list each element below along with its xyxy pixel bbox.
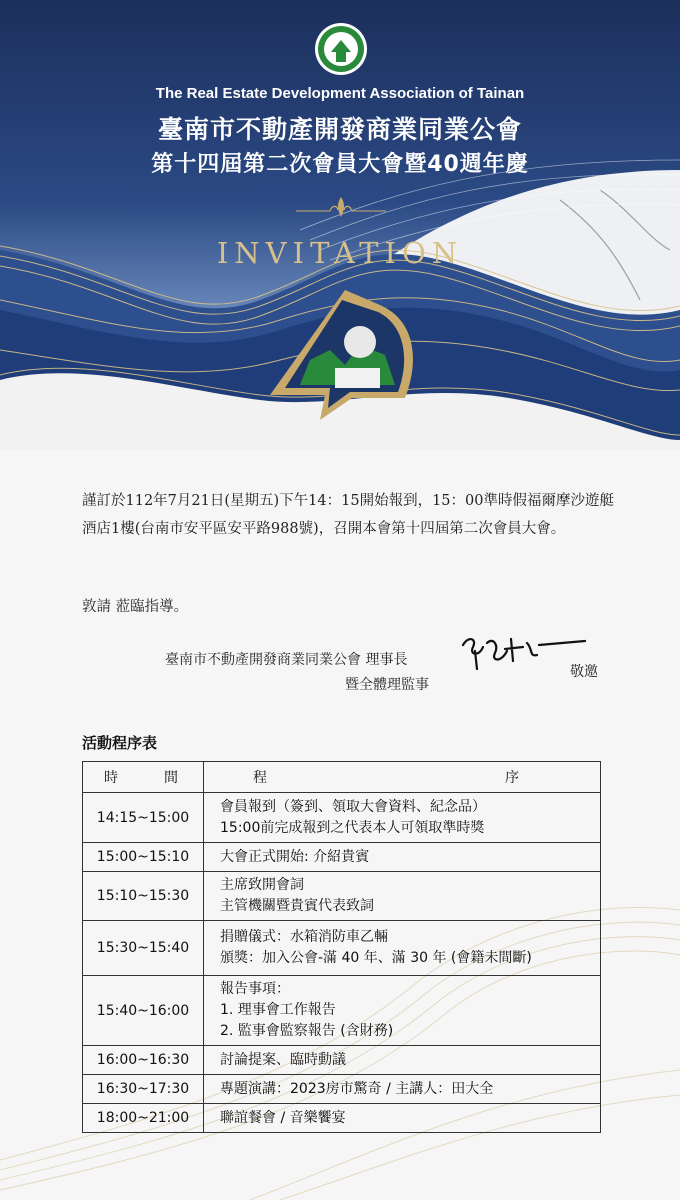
schedule-program <box>204 921 601 976</box>
schedule-header-row <box>83 762 601 793</box>
schedule-program <box>204 872 601 921</box>
schedule-program-line: 2. 監事會監察報告 (含財務) <box>220 1023 394 1039</box>
schedule-row <box>83 793 601 843</box>
schedule-row <box>83 976 601 1046</box>
schedule-row <box>83 1075 601 1104</box>
event-title: 第十四屆第二次會員大會暨40週年慶 <box>151 152 529 177</box>
org-name-zh: 臺南市不動產開發商業同業公會 <box>157 115 522 144</box>
schedule-table <box>82 761 601 1133</box>
schedule-program <box>204 1104 601 1133</box>
signatory-org: 臺南市不動產開發商業同業公會 理事長 <box>165 652 408 668</box>
schedule-program <box>204 843 601 872</box>
gold-ornament-icon <box>296 195 386 221</box>
schedule-program <box>204 976 601 1046</box>
program-header-char-1: 程 <box>253 770 267 786</box>
schedule-time: 15:10~15:30 <box>83 872 204 921</box>
schedule-rows <box>83 793 601 1133</box>
schedule-program-line: 專題演講：2023房市驚奇 / 主講人：田大全 <box>220 1080 494 1097</box>
schedule-program-line: 報告事項： <box>220 981 290 997</box>
schedule-program <box>204 793 601 843</box>
schedule-program-line: 主管機關暨貴賓代表致詞 <box>220 898 374 914</box>
program-column-header <box>204 762 601 793</box>
time-header-char-2: 間 <box>164 770 178 786</box>
hero-banner <box>0 0 680 450</box>
association-logo <box>314 22 368 76</box>
schedule-time: 15:00~15:10 <box>83 843 204 872</box>
schedule-row <box>83 843 601 872</box>
invitation-heading: INVITATION <box>216 236 464 270</box>
schedule-program-line: 主席致開會詞 <box>220 877 304 893</box>
schedule-program-line: 15:00前完成報到之代表本人可領取準時獎 <box>220 819 485 836</box>
schedule-program-line: 捐贈儀式：水箱消防車乙輛 <box>220 929 388 945</box>
schedule-time: 15:30~15:40 <box>83 921 204 976</box>
schedule-program <box>204 1046 601 1075</box>
org-name-en: The Real Estate Development Association of Tainan <box>155 85 525 102</box>
schedule-row <box>83 921 601 976</box>
invite-closing: 敬邀 <box>570 664 598 680</box>
invitation-body: 謹訂於112年7月21日(星期五)下午14：15開始報到，15：00準時假福爾摩沙遊艇酒店1樓(台南市安平區安平路988號)，召開本會第十四屆第二次會員大會。 <box>82 493 614 537</box>
schedule-program <box>204 1075 601 1104</box>
schedule-program-line: 1. 理事會工作報告 <box>220 1002 336 1018</box>
schedule-program-line: 會員報到（簽到、領取大會資料、紀念品） <box>220 798 486 815</box>
schedule-time: 18:00~21:00 <box>83 1104 204 1133</box>
schedule-program-line: 頒獎：加入公會-滿 40 年、滿 30 年 (會籍未間斷) <box>220 950 532 966</box>
schedule-row <box>83 1046 601 1075</box>
schedule-row <box>83 1104 601 1133</box>
schedule-program-line: 聯誼餐會 / 音樂饗宴 <box>220 1109 346 1126</box>
handwritten-signature <box>455 625 590 675</box>
time-header-char-1: 時 <box>104 770 118 786</box>
schedule-title: 活動程序表 <box>82 734 158 752</box>
schedule-time: 14:15~15:00 <box>83 793 204 843</box>
schedule-time: 16:30~17:30 <box>83 1075 204 1104</box>
schedule-program-line: 大會正式開始: 介紹貴賓 <box>220 848 370 865</box>
schedule-program-line: 討論提案、臨時動議 <box>220 1051 346 1068</box>
program-header-char-2: 序 <box>505 770 519 786</box>
signatory-board: 暨全體理監事 <box>345 677 429 693</box>
time-column-header <box>83 762 204 793</box>
schedule-time: 16:00~16:30 <box>83 1046 204 1075</box>
regards-text: 敦請 蒞臨指導。 <box>82 599 189 615</box>
schedule-row <box>83 872 601 921</box>
schedule-time: 15:40~16:00 <box>83 976 204 1046</box>
